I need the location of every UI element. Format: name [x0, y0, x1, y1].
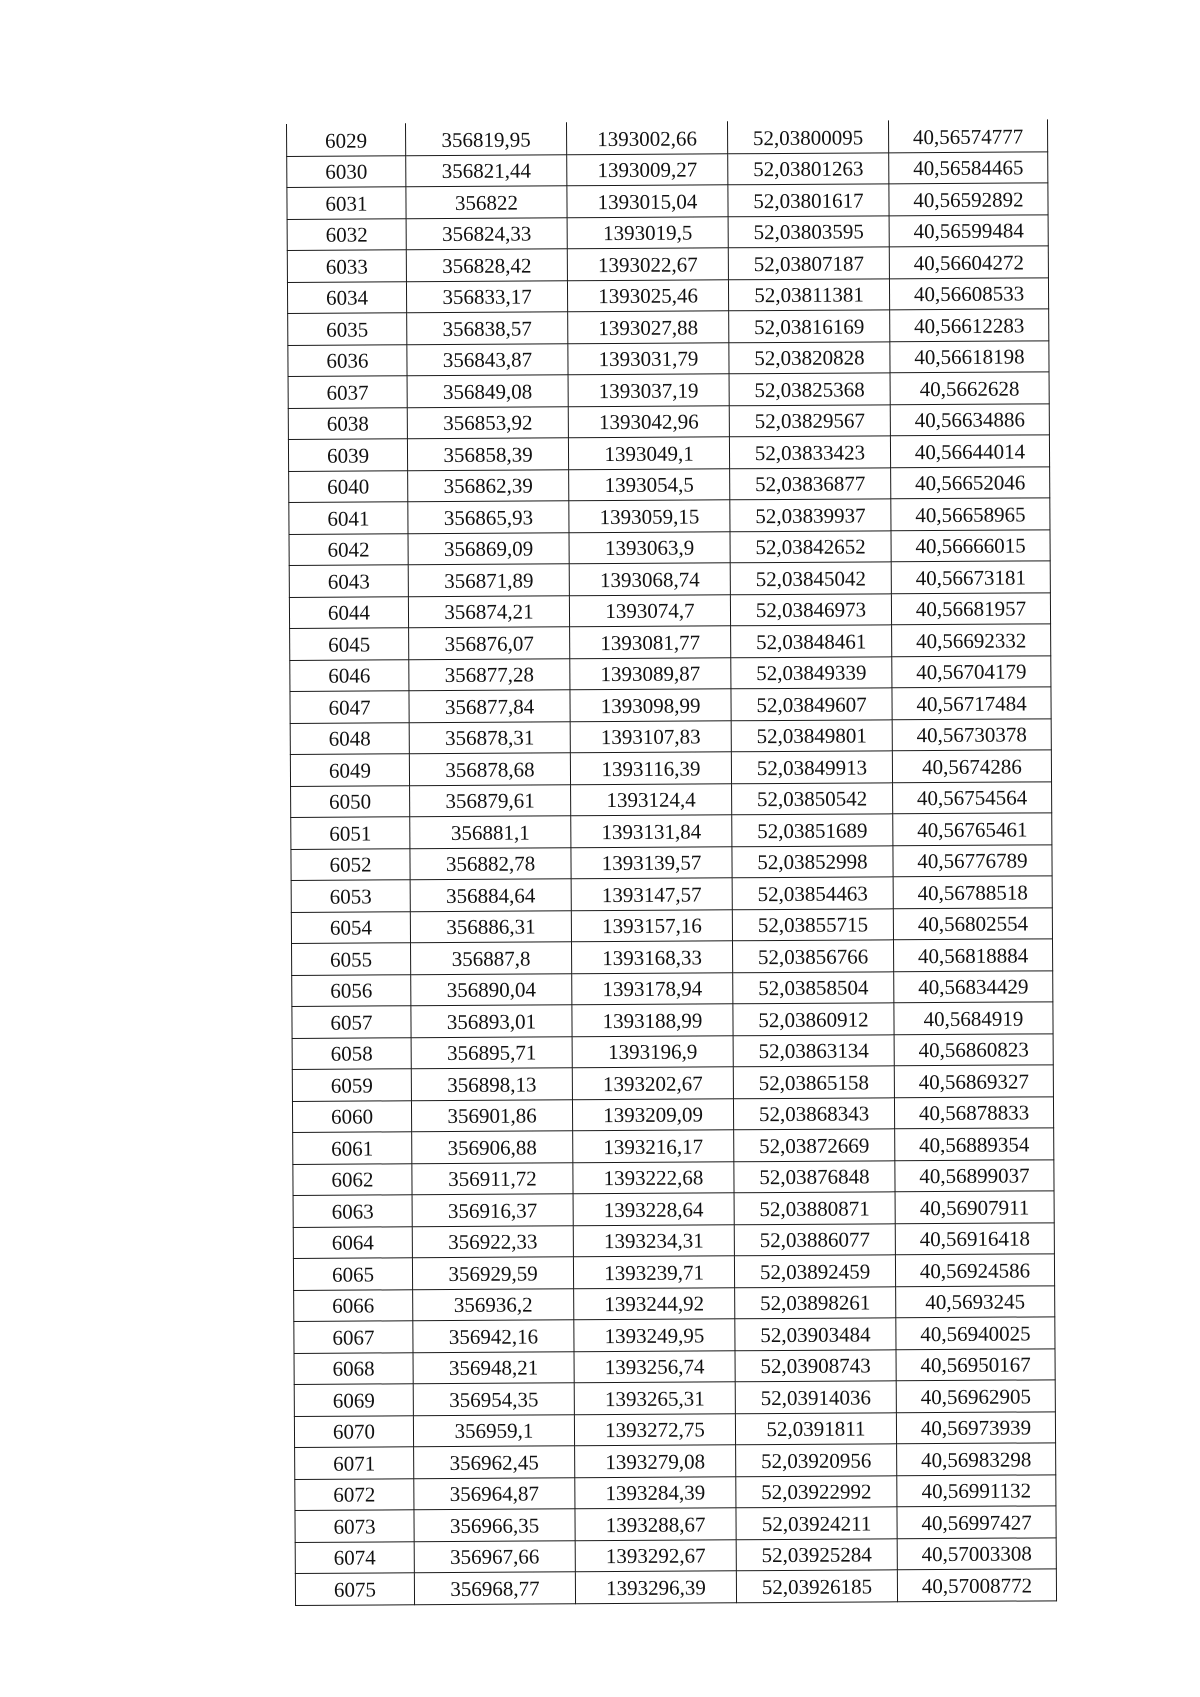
- table-cell: 52,03892459: [734, 1255, 895, 1287]
- table-row: [288, 403, 1049, 439]
- table-cell: 6056: [292, 974, 411, 1006]
- table-cell: 356887,8: [411, 942, 572, 974]
- table-cell: 356942,16: [413, 1320, 574, 1352]
- table-row: [291, 844, 1052, 880]
- table-cell: 1393272,75: [574, 1413, 735, 1445]
- table-cell: 356881,1: [410, 816, 571, 848]
- table-cell: 356901,86: [411, 1099, 572, 1131]
- table-cell: 52,03903484: [735, 1318, 896, 1350]
- table-cell: 52,03914036: [735, 1381, 896, 1413]
- table-cell: 356898,13: [411, 1068, 572, 1100]
- table-cell: 356876,07: [409, 627, 570, 659]
- table-cell: 52,03886077: [734, 1223, 895, 1255]
- table-cell: 1393089,87: [570, 657, 731, 689]
- table-cell: 6063: [293, 1195, 412, 1227]
- table-row: [288, 435, 1049, 471]
- table-cell: 52,03922992: [736, 1475, 897, 1507]
- table-cell: 6065: [293, 1258, 412, 1290]
- table-cell: 52,03845042: [730, 562, 891, 594]
- table-cell: 40,56692332: [892, 624, 1051, 656]
- table-cell: 40,56889354: [895, 1128, 1054, 1160]
- table-cell: 52,03876848: [734, 1160, 895, 1192]
- table-cell: 52,03829567: [729, 404, 890, 436]
- table-cell: 40,56899037: [895, 1159, 1054, 1191]
- table-cell: 356968,77: [414, 1572, 575, 1604]
- table-row: [291, 813, 1052, 849]
- table-cell: 40,56776789: [893, 844, 1052, 876]
- table-cell: 40,5662628: [890, 372, 1049, 404]
- table-cell: 40,56644014: [890, 435, 1049, 467]
- table-cell: 356911,72: [412, 1162, 573, 1194]
- table-cell: 40,5684919: [894, 1002, 1053, 1034]
- table-cell: 40,5693245: [896, 1285, 1055, 1317]
- table-row: [295, 1474, 1056, 1510]
- table-row: [291, 781, 1052, 817]
- table-cell: 1393054,5: [569, 468, 730, 500]
- table-cell: 1393059,15: [569, 500, 730, 532]
- table-cell: 40,56618198: [890, 340, 1049, 372]
- table-cell: 40,56592892: [889, 183, 1048, 215]
- table-cell: 52,03898261: [735, 1286, 896, 1318]
- table-cell: 1393249,95: [574, 1319, 735, 1351]
- table-cell: 6043: [289, 565, 408, 597]
- table-cell: 356878,31: [409, 721, 570, 753]
- table-cell: 1393068,74: [569, 563, 730, 595]
- table-row: [288, 309, 1049, 345]
- table-row: [292, 1002, 1053, 1038]
- table-cell: 52,03801617: [728, 184, 889, 216]
- table-cell: 356878,68: [409, 753, 570, 785]
- table-cell: 6054: [291, 911, 410, 943]
- table-row: [290, 655, 1051, 691]
- table-cell: 356890,04: [411, 973, 572, 1005]
- table-cell: 1393124,4: [571, 783, 732, 815]
- table-cell: 6034: [287, 281, 406, 313]
- table-cell: 6031: [287, 187, 406, 219]
- table-cell: 52,03849607: [731, 688, 892, 720]
- table-cell: 6049: [290, 754, 409, 786]
- table-cell: 1393234,31: [573, 1224, 734, 1256]
- table-cell: 52,03836877: [730, 467, 891, 499]
- table-cell: 40,56717484: [892, 687, 1051, 719]
- table-cell: 6064: [293, 1226, 412, 1258]
- table-cell: 356886,31: [410, 910, 571, 942]
- table-cell: 1393074,7: [569, 594, 730, 626]
- table-cell: 52,03920956: [736, 1444, 897, 1476]
- table-cell: 52,03807187: [728, 247, 889, 279]
- table-row: [289, 466, 1050, 502]
- table-row: [294, 1348, 1055, 1384]
- table-cell: 52,03860912: [733, 1003, 894, 1035]
- table-row: [295, 1537, 1056, 1573]
- table-cell: 356849,08: [407, 375, 568, 407]
- table-cell: 1393292,67: [575, 1539, 736, 1571]
- table-cell: 40,56997427: [897, 1506, 1056, 1538]
- table-cell: 52,03872669: [734, 1129, 895, 1161]
- table-cell: 6059: [292, 1069, 411, 1101]
- table-cell: 40,56634886: [890, 403, 1049, 435]
- table-cell: 40,57008772: [897, 1569, 1056, 1601]
- table-cell: 356862,39: [408, 469, 569, 501]
- table-cell: 356858,39: [407, 438, 568, 470]
- table-row: [288, 372, 1049, 408]
- table-cell: 6068: [294, 1352, 413, 1384]
- table-cell: 356948,21: [413, 1351, 574, 1383]
- table-cell: 6075: [295, 1573, 414, 1605]
- table-cell: 1393063,9: [569, 531, 730, 563]
- table-cell: 52,03833423: [729, 436, 890, 468]
- table-cell: 6070: [294, 1415, 413, 1447]
- table-cell: 356828,42: [406, 249, 567, 281]
- table-cell: 356833,17: [406, 280, 567, 312]
- table-row: [295, 1443, 1056, 1479]
- table-cell: 6071: [295, 1447, 414, 1479]
- table-row: [290, 624, 1051, 660]
- table-cell: 6045: [290, 628, 409, 660]
- table-cell: 356882,78: [410, 847, 571, 879]
- table-cell: 52,03800095: [727, 121, 888, 153]
- table-row: [287, 277, 1048, 313]
- table-cell: 6048: [290, 722, 409, 754]
- table-cell: 40,56924586: [895, 1254, 1054, 1286]
- table-cell: 40,56765461: [893, 813, 1052, 845]
- table-row: [288, 340, 1049, 376]
- table-cell: 52,03842652: [730, 530, 891, 562]
- table-cell: 356869,09: [408, 532, 569, 564]
- table-cell: 40,56916418: [895, 1222, 1054, 1254]
- table-row: [287, 246, 1048, 282]
- table-cell: 52,03856766: [732, 940, 893, 972]
- table-cell: 6039: [288, 439, 407, 471]
- table-cell: 52,03849339: [731, 656, 892, 688]
- table-row: [287, 151, 1048, 187]
- table-cell: 1393025,46: [567, 279, 728, 311]
- table-cell: 52,03850542: [732, 782, 893, 814]
- table-cell: 1393296,39: [575, 1571, 736, 1603]
- table-cell: 1393139,57: [571, 846, 732, 878]
- table-cell: 1393209,09: [572, 1098, 733, 1130]
- table-row: [293, 1191, 1054, 1227]
- table-cell: 1393239,71: [573, 1256, 734, 1288]
- table-cell: 6037: [288, 376, 407, 408]
- table-row: [287, 214, 1048, 250]
- table-row: [287, 120, 1048, 156]
- table-cell: 40,56860823: [894, 1033, 1053, 1065]
- table-cell: 6052: [291, 848, 410, 880]
- table-cell: 6032: [287, 218, 406, 250]
- table-cell: 1393222,68: [573, 1161, 734, 1193]
- table-cell: 1393022,67: [567, 248, 728, 280]
- table-cell: 6053: [291, 880, 410, 912]
- table-cell: 356853,92: [407, 406, 568, 438]
- table-cell: 356922,33: [412, 1225, 573, 1257]
- table-cell: 1393256,74: [574, 1350, 735, 1382]
- table-cell: 1393216,17: [573, 1130, 734, 1162]
- coordinates-table-body: [287, 120, 1057, 1605]
- table-cell: 52,03846973: [730, 593, 891, 625]
- table-cell: 356874,21: [408, 595, 569, 627]
- table-cell: 40,56950167: [896, 1348, 1055, 1380]
- table-cell: 1393196,9: [572, 1035, 733, 1067]
- table-row: [295, 1506, 1056, 1542]
- table-cell: 40,5674286: [892, 750, 1051, 782]
- table-cell: 6041: [289, 502, 408, 534]
- table-cell: 40,57003308: [897, 1537, 1056, 1569]
- table-cell: 356877,28: [409, 658, 570, 690]
- table-cell: 1393042,96: [568, 405, 729, 437]
- table-cell: 6036: [288, 344, 407, 376]
- table-cell: 40,56584465: [889, 151, 1048, 183]
- table-cell: 1393202,67: [572, 1067, 733, 1099]
- table-cell: 1393157,16: [571, 909, 732, 941]
- table-cell: 6044: [289, 596, 408, 628]
- table-cell: 40,56802554: [893, 907, 1052, 939]
- table-row: [293, 1128, 1054, 1164]
- table-cell: 1393244,92: [574, 1287, 735, 1319]
- table-cell: 40,56574777: [888, 120, 1047, 152]
- table-row: [290, 750, 1051, 786]
- table-cell: 1393037,19: [568, 374, 729, 406]
- table-cell: 52,03908743: [735, 1349, 896, 1381]
- table-row: [289, 498, 1050, 534]
- table-cell: 1393019,5: [567, 216, 728, 248]
- table-cell: 40,56673181: [891, 561, 1050, 593]
- table-cell: 40,56608533: [889, 277, 1048, 309]
- coordinates-table: [286, 119, 1057, 1605]
- table-cell: 40,56652046: [891, 466, 1050, 498]
- table-cell: 6057: [292, 1006, 411, 1038]
- table-row: [292, 1096, 1053, 1132]
- table-cell: 52,03851689: [732, 814, 893, 846]
- table-cell: 1393107,83: [570, 720, 731, 752]
- table-cell: 40,56604272: [889, 246, 1048, 278]
- table-cell: 356843,87: [407, 343, 568, 375]
- table-cell: 1393031,79: [568, 342, 729, 374]
- table-cell: 6058: [292, 1037, 411, 1069]
- table-cell: 6047: [290, 691, 409, 723]
- table-cell: 356967,66: [414, 1540, 575, 1572]
- table-cell: 6074: [295, 1541, 414, 1573]
- table-cell: 356895,71: [411, 1036, 572, 1068]
- table-cell: 356819,95: [406, 123, 567, 155]
- table-cell: 356893,01: [411, 1005, 572, 1037]
- table-cell: 52,03825368: [729, 373, 890, 405]
- table-cell: 1393168,33: [572, 941, 733, 973]
- table-cell: 356916,37: [412, 1194, 573, 1226]
- table-row: [290, 687, 1051, 723]
- table-cell: 356906,88: [412, 1131, 573, 1163]
- table-cell: 1393027,88: [568, 311, 729, 343]
- table-row: [290, 718, 1051, 754]
- table-cell: 1393288,67: [575, 1508, 736, 1540]
- table-cell: 40,56612283: [890, 309, 1049, 341]
- table-cell: 6040: [289, 470, 408, 502]
- table-cell: 6067: [294, 1321, 413, 1353]
- table-cell: 6073: [295, 1510, 414, 1542]
- table-cell: 52,03858504: [733, 971, 894, 1003]
- table-cell: 52,03855715: [732, 908, 893, 940]
- table-cell: 52,03811381: [728, 278, 889, 310]
- table-cell: 52,0391811: [735, 1412, 896, 1444]
- table-cell: 40,56962905: [896, 1380, 1055, 1412]
- table-cell: 6060: [292, 1100, 411, 1132]
- table-row: [294, 1285, 1055, 1321]
- table-row: [293, 1222, 1054, 1258]
- table-cell: 40,56991132: [897, 1474, 1056, 1506]
- table-cell: 6061: [293, 1132, 412, 1164]
- table-cell: 356966,35: [414, 1509, 575, 1541]
- table-row: [291, 876, 1052, 912]
- table-cell: 52,03848461: [731, 625, 892, 657]
- table-cell: 6072: [295, 1478, 414, 1510]
- table-cell: 356822: [406, 186, 567, 218]
- table-cell: 40,56754564: [893, 781, 1052, 813]
- table-cell: 52,03863134: [733, 1034, 894, 1066]
- table-cell: 1393265,31: [574, 1382, 735, 1414]
- table-cell: 6038: [288, 407, 407, 439]
- table-row: [293, 1159, 1054, 1195]
- table-cell: 1393178,94: [572, 972, 733, 1004]
- table-cell: 1393147,57: [571, 878, 732, 910]
- table-cell: 1393009,27: [567, 153, 728, 185]
- table-cell: 40,56907911: [895, 1191, 1054, 1223]
- table-cell: 1393284,39: [575, 1476, 736, 1508]
- table-cell: 356936,2: [413, 1288, 574, 1320]
- table-cell: 52,03852998: [732, 845, 893, 877]
- table-cell: 40,56878833: [894, 1096, 1053, 1128]
- table-cell: 6069: [294, 1384, 413, 1416]
- table-cell: 40,56730378: [892, 718, 1051, 750]
- table-row: [289, 529, 1050, 565]
- table-row: [292, 1033, 1053, 1069]
- table-cell: 6046: [290, 659, 409, 691]
- table-row: [287, 183, 1048, 219]
- table-cell: 52,03926185: [736, 1570, 897, 1602]
- table-cell: 6062: [293, 1163, 412, 1195]
- table-cell: 40,56704179: [892, 655, 1051, 687]
- table-cell: 356821,44: [406, 154, 567, 186]
- table-row: [292, 939, 1053, 975]
- table-cell: 6055: [292, 943, 411, 975]
- table-cell: 52,03816169: [729, 310, 890, 342]
- table-cell: 52,03925284: [736, 1538, 897, 1570]
- table-row: [289, 592, 1050, 628]
- table-cell: 356824,33: [406, 217, 567, 249]
- table-cell: 52,03865158: [733, 1066, 894, 1098]
- table-cell: 6030: [287, 155, 406, 187]
- table-cell: 1393188,99: [572, 1004, 733, 1036]
- table-cell: 52,03880871: [734, 1192, 895, 1224]
- table-row: [293, 1254, 1054, 1290]
- table-cell: 356962,45: [414, 1446, 575, 1478]
- table-cell: 40,56788518: [893, 876, 1052, 908]
- table-row: [294, 1317, 1055, 1353]
- table-cell: 1393015,04: [567, 185, 728, 217]
- table-cell: 52,03854463: [732, 877, 893, 909]
- table-cell: 1393098,99: [570, 689, 731, 721]
- table-row: [291, 907, 1052, 943]
- table-cell: 356877,84: [409, 690, 570, 722]
- table-cell: 40,56666015: [891, 529, 1050, 561]
- table-cell: 1393279,08: [575, 1445, 736, 1477]
- table-cell: 1393049,1: [568, 437, 729, 469]
- table-cell: 52,03849801: [731, 719, 892, 751]
- table-row: [289, 561, 1050, 597]
- table-cell: 1393131,84: [571, 815, 732, 847]
- table-cell: 40,56973939: [896, 1411, 1055, 1443]
- table-cell: 356838,57: [407, 312, 568, 344]
- table-cell: 356879,61: [410, 784, 571, 816]
- table-row: [292, 1065, 1053, 1101]
- table-cell: 356964,87: [414, 1477, 575, 1509]
- table-cell: 6033: [287, 250, 406, 282]
- table-cell: 40,56983298: [897, 1443, 1056, 1475]
- table-cell: 1393116,39: [570, 752, 731, 784]
- table-cell: 52,03801263: [728, 152, 889, 184]
- table-cell: 52,03839937: [730, 499, 891, 531]
- table-cell: 52,03924211: [736, 1507, 897, 1539]
- table-cell: 6051: [291, 817, 410, 849]
- table-cell: 6050: [291, 785, 410, 817]
- table-cell: 52,03868343: [733, 1097, 894, 1129]
- table-cell: 40,56681957: [891, 592, 1050, 624]
- table-cell: 52,03820828: [729, 341, 890, 373]
- table-cell: 40,56834429: [894, 970, 1053, 1002]
- table-cell: 40,56818884: [893, 939, 1052, 971]
- table-cell: 356929,59: [412, 1257, 573, 1289]
- table-cell: 40,56599484: [889, 214, 1048, 246]
- table-cell: 6035: [288, 313, 407, 345]
- table-cell: 40,56940025: [896, 1317, 1055, 1349]
- table-cell: 356871,89: [408, 564, 569, 596]
- table-row: [294, 1411, 1055, 1447]
- table-cell: 52,03849913: [731, 751, 892, 783]
- table-cell: 1393081,77: [570, 626, 731, 658]
- table-cell: 356865,93: [408, 501, 569, 533]
- table-cell: 1393002,66: [566, 122, 727, 154]
- table-cell: 356884,64: [410, 879, 571, 911]
- table-cell: 356959,1: [413, 1414, 574, 1446]
- table-cell: 6066: [294, 1289, 413, 1321]
- table-row: [295, 1569, 1056, 1605]
- table-cell: 52,03803595: [728, 215, 889, 247]
- table-row: [292, 970, 1053, 1006]
- table-cell: 356954,35: [413, 1383, 574, 1415]
- table-cell: 6029: [287, 124, 406, 156]
- table-cell: 6042: [289, 533, 408, 565]
- table-cell: 40,56658965: [891, 498, 1050, 530]
- table-cell: 1393228,64: [573, 1193, 734, 1225]
- table-cell: 40,56869327: [894, 1065, 1053, 1097]
- table-row: [294, 1380, 1055, 1416]
